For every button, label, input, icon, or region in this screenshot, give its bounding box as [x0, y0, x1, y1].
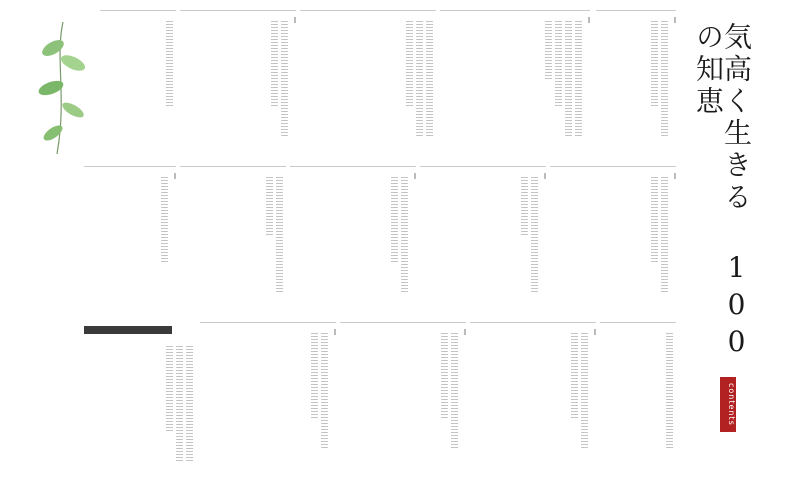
text-lines	[451, 333, 458, 448]
text-lines	[545, 21, 552, 81]
text-lines	[651, 177, 658, 262]
text-lines	[521, 177, 528, 237]
text-lines	[311, 333, 318, 418]
text-lines	[571, 333, 578, 418]
text-lines	[426, 21, 433, 136]
leaves-illustration	[33, 18, 93, 158]
text-lines	[575, 21, 582, 136]
section-tag	[544, 173, 546, 179]
section-s8	[290, 166, 416, 317]
contents-label: contents	[720, 377, 736, 432]
text-lines	[391, 177, 398, 262]
section-s5	[100, 10, 176, 161]
section-s11	[600, 322, 676, 488]
section-tag	[294, 17, 296, 23]
text-lines	[161, 177, 168, 262]
section-s3	[300, 10, 436, 161]
text-lines	[441, 333, 448, 418]
section-tag	[414, 173, 416, 179]
section-s2	[440, 10, 590, 161]
section-tag	[594, 329, 596, 335]
section-s7	[420, 166, 546, 317]
section-band	[84, 326, 172, 334]
section-s10	[84, 166, 176, 317]
page-title: 気高く生きる 100の知恵	[692, 22, 753, 362]
text-lines	[661, 21, 668, 136]
section-s1	[596, 10, 676, 161]
text-lines	[401, 177, 408, 292]
text-lines	[661, 177, 668, 292]
text-lines	[651, 21, 658, 106]
text-lines	[166, 346, 173, 431]
text-lines	[281, 21, 288, 136]
title-block	[691, 22, 753, 372]
section-tag	[588, 17, 590, 23]
text-lines	[266, 177, 273, 237]
section-s9	[180, 166, 286, 317]
text-lines	[176, 346, 183, 461]
text-lines	[271, 21, 278, 106]
section-tag	[674, 17, 676, 23]
text-lines	[166, 21, 173, 106]
section-tag	[674, 173, 676, 179]
text-lines	[186, 346, 193, 461]
section-tag	[334, 329, 336, 335]
text-lines	[565, 21, 572, 136]
text-lines	[321, 333, 328, 448]
section-tag	[174, 173, 176, 179]
text-lines	[531, 177, 538, 292]
text-lines	[581, 333, 588, 448]
section-s4	[180, 10, 296, 161]
text-lines	[276, 177, 283, 292]
text-lines	[406, 21, 413, 106]
text-lines	[555, 21, 562, 106]
section-s13	[340, 322, 466, 488]
text-lines	[666, 333, 673, 448]
text-lines	[416, 21, 423, 136]
section-s15	[84, 336, 196, 487]
section-s6	[550, 166, 676, 317]
section-s14	[200, 322, 336, 488]
section-tag	[464, 329, 466, 335]
section-s12	[470, 322, 596, 488]
